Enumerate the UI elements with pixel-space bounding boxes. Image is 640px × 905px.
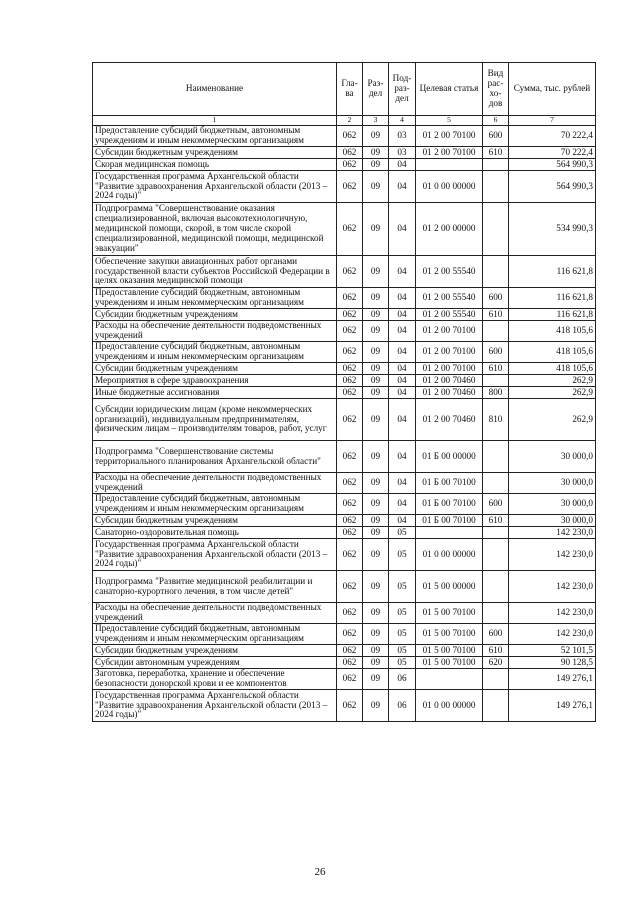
row-sum: 142 230,0 bbox=[509, 603, 596, 624]
row-podrazdel: 04 bbox=[389, 309, 416, 321]
row-target: 01 Б 00 70100 bbox=[416, 473, 483, 494]
table-row bbox=[93, 387, 596, 399]
row-glava: 062 bbox=[337, 603, 363, 624]
row-vid bbox=[483, 321, 509, 342]
row-razdel: 09 bbox=[363, 657, 389, 669]
table-row bbox=[93, 288, 596, 309]
row-vid: 610 bbox=[483, 147, 509, 159]
column-number: 4 bbox=[389, 116, 416, 126]
row-name: Обеспечение закупки авиационных работ органами государственной власти субъектов Российской Федерации в целях оказания медицинской помощи bbox=[93, 256, 337, 288]
row-glava: 062 bbox=[337, 657, 363, 669]
row-sum: 70 222,4 bbox=[509, 126, 596, 147]
row-name: Расходы на обеспечение деятельности подведомственных учреждений bbox=[93, 473, 337, 494]
row-vid bbox=[483, 441, 509, 473]
row-razdel: 09 bbox=[363, 624, 389, 645]
table-row bbox=[93, 203, 596, 256]
row-name: Предоставление субсидий бюджетным, автономным учреждениям и иным некоммерческим организациям bbox=[93, 126, 337, 147]
row-glava: 062 bbox=[337, 399, 363, 441]
row-name: Государственная программа Архангельской области "Развитие здравоохранения Архангельской области (2013 – 2024 годы)" bbox=[93, 171, 337, 203]
row-target: 01 2 00 55540 bbox=[416, 256, 483, 288]
row-target: 01 2 00 55540 bbox=[416, 309, 483, 321]
row-podrazdel: 04 bbox=[389, 342, 416, 363]
row-target: 01 2 00 00000 bbox=[416, 203, 483, 256]
table-row bbox=[93, 126, 596, 147]
row-sum: 70 222,4 bbox=[509, 147, 596, 159]
row-podrazdel: 04 bbox=[389, 203, 416, 256]
row-name: Подпрограмма "Развитие медицинской реабилитации и санаторно-курортного лечения, в том числе детей" bbox=[93, 571, 337, 603]
row-razdel: 09 bbox=[363, 645, 389, 657]
header-target: Целевая статья bbox=[416, 63, 483, 116]
row-target: 01 0 00 00000 bbox=[416, 690, 483, 722]
row-podrazdel: 06 bbox=[389, 690, 416, 722]
page-number: 26 bbox=[314, 866, 326, 878]
row-vid bbox=[483, 690, 509, 722]
row-podrazdel: 04 bbox=[389, 494, 416, 515]
row-name: Субсидии бюджетным учреждениям bbox=[93, 363, 337, 375]
row-podrazdel: 05 bbox=[389, 571, 416, 603]
row-sum: 262,9 bbox=[509, 399, 596, 441]
row-vid: 600 bbox=[483, 126, 509, 147]
row-sum: 418 105,6 bbox=[509, 342, 596, 363]
row-glava: 062 bbox=[337, 494, 363, 515]
row-razdel: 09 bbox=[363, 256, 389, 288]
row-razdel: 09 bbox=[363, 399, 389, 441]
row-sum: 534 990,3 bbox=[509, 203, 596, 256]
row-sum: 116 621,8 bbox=[509, 256, 596, 288]
row-target: 01 2 00 70460 bbox=[416, 399, 483, 441]
table-row bbox=[93, 669, 596, 690]
row-name: Расходы на обеспечение деятельности подведомственных учреждений bbox=[93, 603, 337, 624]
table-row bbox=[93, 375, 596, 387]
row-target: 01 0 00 00000 bbox=[416, 539, 483, 571]
table-row bbox=[93, 159, 596, 171]
row-glava: 062 bbox=[337, 690, 363, 722]
row-podrazdel: 05 bbox=[389, 539, 416, 571]
row-vid bbox=[483, 171, 509, 203]
row-razdel: 09 bbox=[363, 363, 389, 375]
row-vid: 600 bbox=[483, 494, 509, 515]
row-sum: 142 230,0 bbox=[509, 539, 596, 571]
row-razdel: 09 bbox=[363, 288, 389, 309]
row-target: 01 2 00 55540 bbox=[416, 288, 483, 309]
row-name: Расходы на обеспечение деятельности подведомственных учреждений bbox=[93, 321, 337, 342]
row-name: Субсидии автономным учреждениям bbox=[93, 657, 337, 669]
row-podrazdel: 04 bbox=[389, 288, 416, 309]
row-glava: 062 bbox=[337, 375, 363, 387]
row-glava: 062 bbox=[337, 288, 363, 309]
table-row bbox=[93, 171, 596, 203]
row-razdel: 09 bbox=[363, 387, 389, 399]
row-glava: 062 bbox=[337, 363, 363, 375]
row-glava: 062 bbox=[337, 473, 363, 494]
row-podrazdel: 06 bbox=[389, 669, 416, 690]
table-row bbox=[93, 515, 596, 527]
row-vid: 610 bbox=[483, 645, 509, 657]
row-name: Заготовка, переработка, хранение и обеспечение безопасности донорской крови и ее компонентов bbox=[93, 669, 337, 690]
row-glava: 062 bbox=[337, 147, 363, 159]
row-podrazdel: 04 bbox=[389, 375, 416, 387]
row-razdel: 09 bbox=[363, 571, 389, 603]
row-podrazdel: 04 bbox=[389, 387, 416, 399]
column-number: 7 bbox=[509, 116, 596, 126]
row-sum: 116 621,8 bbox=[509, 288, 596, 309]
row-razdel: 09 bbox=[363, 515, 389, 527]
row-target bbox=[416, 527, 483, 539]
row-target: 01 2 00 70100 bbox=[416, 321, 483, 342]
row-glava: 062 bbox=[337, 171, 363, 203]
row-vid bbox=[483, 159, 509, 171]
column-number: 5 bbox=[416, 116, 483, 126]
header-razdel: Раз-дел bbox=[363, 63, 389, 116]
row-target: 01 2 00 70460 bbox=[416, 387, 483, 399]
header-sum: Сумма, тыс. рублей bbox=[509, 63, 596, 116]
table-row bbox=[93, 624, 596, 645]
row-name: Подпрограмма "Совершенствование оказания специализированной, включая высокотехнологичную, медицинской помощи, скорой, в том числе скорой специализированной, медицинской помощи, медицинской эвакуации" bbox=[93, 203, 337, 256]
row-name: Субсидии бюджетным учреждениям bbox=[93, 515, 337, 527]
row-target: 01 5 00 70100 bbox=[416, 657, 483, 669]
table-body bbox=[93, 126, 596, 722]
row-glava: 062 bbox=[337, 256, 363, 288]
row-vid bbox=[483, 603, 509, 624]
row-vid: 600 bbox=[483, 624, 509, 645]
row-razdel: 09 bbox=[363, 375, 389, 387]
row-podrazdel: 03 bbox=[389, 147, 416, 159]
row-podrazdel: 04 bbox=[389, 363, 416, 375]
row-name: Мероприятия в сфере здравоохранения bbox=[93, 375, 337, 387]
header-glava: Гла-ва bbox=[337, 63, 363, 116]
header-name: Наименование bbox=[93, 63, 337, 116]
row-glava: 062 bbox=[337, 515, 363, 527]
row-razdel: 09 bbox=[363, 441, 389, 473]
table-row bbox=[93, 309, 596, 321]
row-sum: 116 621,8 bbox=[509, 309, 596, 321]
row-glava: 062 bbox=[337, 669, 363, 690]
row-razdel: 09 bbox=[363, 321, 389, 342]
table-row bbox=[93, 321, 596, 342]
row-razdel: 09 bbox=[363, 603, 389, 624]
row-vid bbox=[483, 375, 509, 387]
header-podrazdel: Под-раз-дел bbox=[389, 63, 416, 116]
row-name: Государственная программа Архангельской области "Развитие здравоохранения Архангельской области (2013 – 2024 годы)" bbox=[93, 539, 337, 571]
row-podrazdel: 04 bbox=[389, 256, 416, 288]
row-razdel: 09 bbox=[363, 159, 389, 171]
row-vid bbox=[483, 539, 509, 571]
table-row bbox=[93, 342, 596, 363]
row-glava: 062 bbox=[337, 645, 363, 657]
table-row bbox=[93, 256, 596, 288]
row-name: Государственная программа Архангельской области "Развитие здравоохранения Архангельской области (2013 – 2024 годы)" bbox=[93, 690, 337, 722]
table-row bbox=[93, 645, 596, 657]
table-row bbox=[93, 657, 596, 669]
row-podrazdel: 05 bbox=[389, 527, 416, 539]
row-target: 01 5 00 70100 bbox=[416, 645, 483, 657]
table-row bbox=[93, 539, 596, 571]
table-row bbox=[93, 690, 596, 722]
row-razdel: 09 bbox=[363, 126, 389, 147]
column-number: 1 bbox=[93, 116, 337, 126]
table-row bbox=[93, 441, 596, 473]
row-podrazdel: 03 bbox=[389, 126, 416, 147]
row-sum: 262,9 bbox=[509, 375, 596, 387]
row-podrazdel: 05 bbox=[389, 603, 416, 624]
row-sum: 418 105,6 bbox=[509, 321, 596, 342]
row-target bbox=[416, 669, 483, 690]
row-vid: 810 bbox=[483, 399, 509, 441]
row-sum: 142 230,0 bbox=[509, 571, 596, 603]
row-vid bbox=[483, 473, 509, 494]
header-vid: Вид рас-хо-дов bbox=[483, 63, 509, 116]
row-glava: 062 bbox=[337, 321, 363, 342]
row-razdel: 09 bbox=[363, 147, 389, 159]
row-podrazdel: 04 bbox=[389, 159, 416, 171]
row-razdel: 09 bbox=[363, 171, 389, 203]
table-row bbox=[93, 363, 596, 375]
row-sum: 564 990,3 bbox=[509, 159, 596, 171]
row-vid bbox=[483, 203, 509, 256]
row-sum: 90 128,5 bbox=[509, 657, 596, 669]
row-name: Субсидии бюджетным учреждениям bbox=[93, 309, 337, 321]
row-glava: 062 bbox=[337, 387, 363, 399]
row-sum: 418 105,6 bbox=[509, 363, 596, 375]
row-razdel: 09 bbox=[363, 539, 389, 571]
table-header bbox=[93, 63, 596, 126]
row-name: Подпрограмма "Совершенствование системы территориального планирования Архангельской области" bbox=[93, 441, 337, 473]
row-target: 01 2 00 70100 bbox=[416, 147, 483, 159]
row-target: 01 2 00 70100 bbox=[416, 126, 483, 147]
row-sum: 142 230,0 bbox=[509, 527, 596, 539]
row-vid: 620 bbox=[483, 657, 509, 669]
row-sum: 262,9 bbox=[509, 387, 596, 399]
row-vid: 600 bbox=[483, 342, 509, 363]
row-target: 01 Б 00 70100 bbox=[416, 494, 483, 515]
row-name: Предоставление субсидий бюджетным, автономным учреждениям и иным некоммерческим организациям bbox=[93, 624, 337, 645]
row-glava: 062 bbox=[337, 624, 363, 645]
row-glava: 062 bbox=[337, 342, 363, 363]
row-target: 01 5 00 70100 bbox=[416, 603, 483, 624]
row-vid bbox=[483, 256, 509, 288]
row-name: Субсидии юридическим лицам (кроме некоммерческих организаций), индивидуальным предпринимателям, физическим лицам – производителям товаров, работ, услуг bbox=[93, 399, 337, 441]
row-glava: 062 bbox=[337, 441, 363, 473]
row-target: 01 Б 00 70100 bbox=[416, 515, 483, 527]
row-name: Субсидии бюджетным учреждениям bbox=[93, 147, 337, 159]
row-sum: 564 990,3 bbox=[509, 171, 596, 203]
column-number-row bbox=[93, 116, 596, 126]
table-row bbox=[93, 603, 596, 624]
row-vid bbox=[483, 571, 509, 603]
row-name: Скорая медицинская помощь bbox=[93, 159, 337, 171]
row-razdel: 09 bbox=[363, 690, 389, 722]
row-podrazdel: 04 bbox=[389, 399, 416, 441]
row-podrazdel: 05 bbox=[389, 657, 416, 669]
row-sum: 149 276,1 bbox=[509, 669, 596, 690]
row-name: Предоставление субсидий бюджетным, автономным учреждениям и иным некоммерческим организациям bbox=[93, 494, 337, 515]
table-row bbox=[93, 527, 596, 539]
row-razdel: 09 bbox=[363, 203, 389, 256]
row-glava: 062 bbox=[337, 539, 363, 571]
table-row bbox=[93, 571, 596, 603]
row-sum: 142 230,0 bbox=[509, 624, 596, 645]
row-target: 01 0 00 00000 bbox=[416, 171, 483, 203]
row-vid: 610 bbox=[483, 309, 509, 321]
row-razdel: 09 bbox=[363, 473, 389, 494]
header-row bbox=[93, 63, 596, 116]
row-target bbox=[416, 159, 483, 171]
row-podrazdel: 04 bbox=[389, 441, 416, 473]
row-glava: 062 bbox=[337, 126, 363, 147]
table-row bbox=[93, 147, 596, 159]
row-sum: 52 101,5 bbox=[509, 645, 596, 657]
row-razdel: 09 bbox=[363, 669, 389, 690]
row-target: 01 2 00 70100 bbox=[416, 342, 483, 363]
row-name: Субсидии бюджетным учреждениям bbox=[93, 645, 337, 657]
row-sum: 30 000,0 bbox=[509, 494, 596, 515]
row-target: 01 2 00 70460 bbox=[416, 375, 483, 387]
row-podrazdel: 04 bbox=[389, 473, 416, 494]
row-name: Санаторно-оздоровительная помощь bbox=[93, 527, 337, 539]
row-name: Иные бюджетные ассигнования bbox=[93, 387, 337, 399]
row-podrazdel: 04 bbox=[389, 515, 416, 527]
row-name: Предоставление субсидий бюджетным, автономным учреждениям и иным некоммерческим организациям bbox=[93, 288, 337, 309]
row-sum: 30 000,0 bbox=[509, 441, 596, 473]
row-podrazdel: 05 bbox=[389, 624, 416, 645]
row-razdel: 09 bbox=[363, 309, 389, 321]
row-target: 01 5 00 70100 bbox=[416, 624, 483, 645]
table-row bbox=[93, 473, 596, 494]
column-number: 2 bbox=[337, 116, 363, 126]
row-podrazdel: 04 bbox=[389, 321, 416, 342]
row-vid bbox=[483, 527, 509, 539]
row-razdel: 09 bbox=[363, 494, 389, 515]
row-sum: 30 000,0 bbox=[509, 515, 596, 527]
row-razdel: 09 bbox=[363, 342, 389, 363]
row-razdel: 09 bbox=[363, 527, 389, 539]
row-podrazdel: 05 bbox=[389, 645, 416, 657]
row-glava: 062 bbox=[337, 203, 363, 256]
row-vid: 610 bbox=[483, 363, 509, 375]
row-glava: 062 bbox=[337, 159, 363, 171]
table-row bbox=[93, 494, 596, 515]
budget-table bbox=[92, 62, 596, 722]
column-number: 3 bbox=[363, 116, 389, 126]
row-glava: 062 bbox=[337, 309, 363, 321]
row-target: 01 2 00 70100 bbox=[416, 363, 483, 375]
row-vid: 600 bbox=[483, 288, 509, 309]
row-vid: 800 bbox=[483, 387, 509, 399]
row-target: 01 5 00 00000 bbox=[416, 571, 483, 603]
row-sum: 30 000,0 bbox=[509, 473, 596, 494]
row-glava: 062 bbox=[337, 527, 363, 539]
row-sum: 149 276,1 bbox=[509, 690, 596, 722]
row-podrazdel: 04 bbox=[389, 171, 416, 203]
row-target: 01 Б 00 00000 bbox=[416, 441, 483, 473]
row-vid: 610 bbox=[483, 515, 509, 527]
row-vid bbox=[483, 669, 509, 690]
column-number: 6 bbox=[483, 116, 509, 126]
row-glava: 062 bbox=[337, 571, 363, 603]
row-name: Предоставление субсидий бюджетным, автономным учреждениям и иным некоммерческим организациям bbox=[93, 342, 337, 363]
table-row bbox=[93, 399, 596, 441]
